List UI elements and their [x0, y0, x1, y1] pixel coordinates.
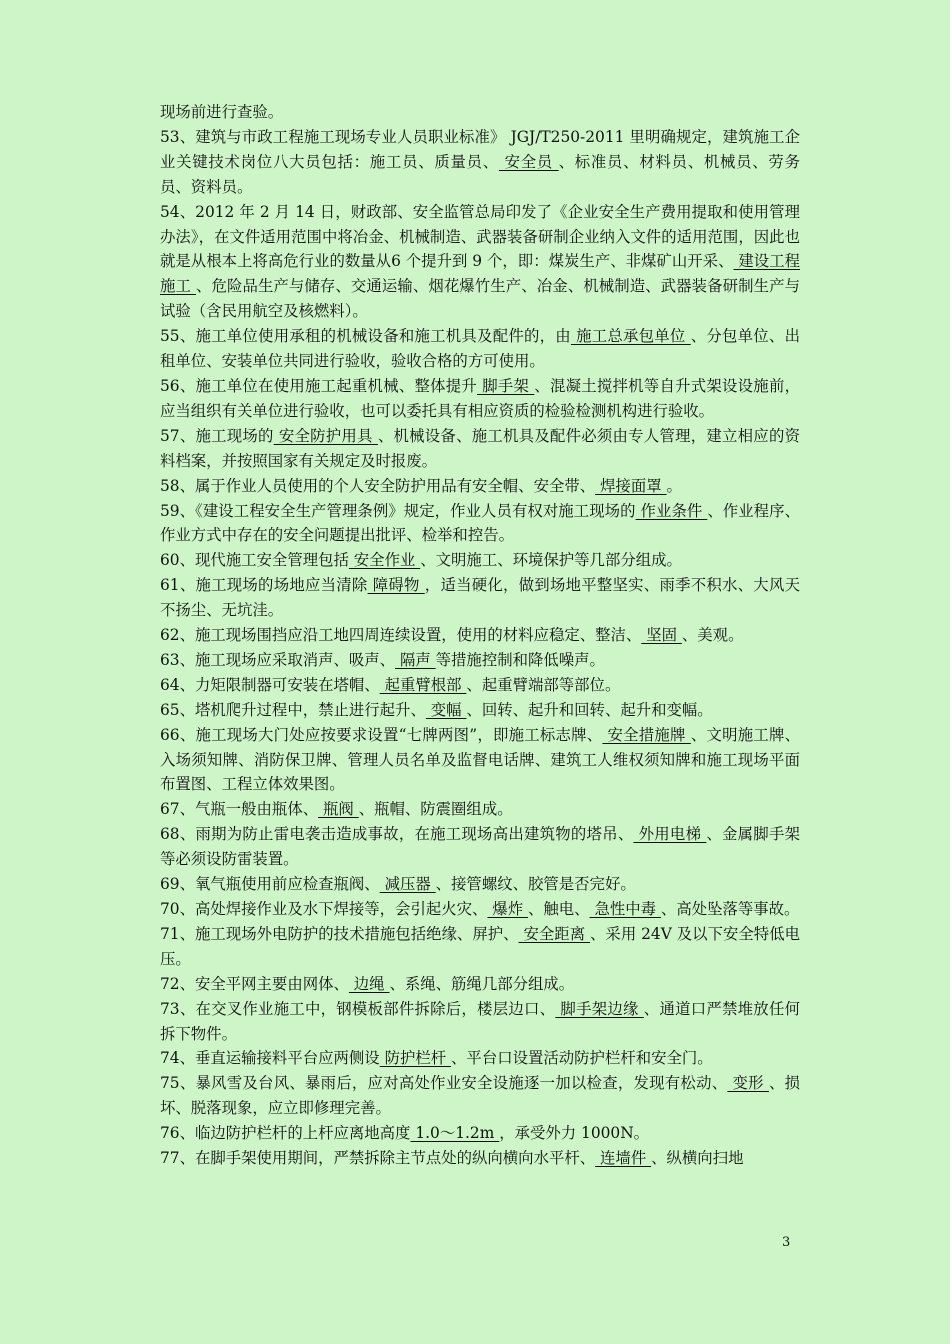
question-paragraph — [160, 698, 800, 723]
answer-blank: 爆炸 — [487, 900, 528, 918]
answer-blank: 起重臂根部 — [379, 675, 467, 694]
question-text: 71、施工现场外电防护的技术措施包括绝缘、屏护、 — [160, 924, 519, 943]
question-text: 64、力矩限制器可安装在塔帽、 — [160, 675, 380, 694]
question-text: 、平台口设置活动防护栏杆和安全门。 — [451, 1049, 713, 1068]
question-text: 70、高处焊接作业及水下焊接等，会引起火灾、 — [160, 900, 488, 918]
question-paragraph — [160, 200, 800, 325]
question-text: 、混凝土搅拌机等自升式架设设施前，应当组织有关单位进行验收，也可以委托具有相应资质的检验检测机构进行验收。 — [160, 376, 800, 420]
question-text: 69、氧气瓶使用前应检查瓶阀、 — [160, 875, 380, 894]
document-body — [160, 100, 800, 1171]
question-paragraph — [160, 548, 800, 573]
question-text: 。 — [666, 476, 682, 495]
question-text: 、采用 24V 及以下安全特低电压。 — [160, 924, 800, 968]
question-paragraph — [160, 723, 800, 798]
question-text: 、文明施工、环境保护等几部分组成。 — [420, 551, 682, 570]
question-text: 、瓶帽、防震圈组成。 — [358, 800, 513, 819]
question-text: 、通道口严禁堆放任何拆下物件。 — [160, 999, 800, 1043]
question-text: 55、施工单位使用承租的机械设备和施工机具及配件的，由 — [160, 327, 571, 346]
question-paragraph — [160, 872, 800, 897]
answer-blank: 1.0～1.2m — [410, 1124, 500, 1143]
page-number: 3 — [782, 1235, 791, 1250]
answer-blank: 脚手架边缘 — [555, 999, 644, 1018]
question-text: 、标准员、材料员、机械员、劳务员、资料员。 — [160, 152, 800, 196]
question-text: 、纵横向扫地 — [651, 1149, 744, 1168]
answer-blank: 作业条件 — [635, 501, 708, 520]
question-text: 60、现代施工安全管理包括 — [160, 551, 349, 570]
answer-blank: 安全距离 — [518, 924, 591, 943]
question-paragraph — [160, 374, 800, 424]
question-paragraph — [160, 673, 800, 698]
answer-blank: 焊接面罩 — [595, 476, 667, 495]
question-text: 、分包单位、出租单位、安装单位共同进行验收，验收合格的方可使用。 — [160, 327, 800, 371]
question-paragraph — [160, 499, 800, 549]
answer-blank: 变形 — [727, 1074, 769, 1093]
question-text: 57、施工现场的 — [160, 426, 274, 445]
question-paragraph — [160, 573, 800, 623]
question-text: 、美观。 — [681, 626, 744, 645]
question-text: 61、施工现场的场地应当清除 — [160, 576, 368, 595]
question-text: 、危险品生产与储存、交通运输、烟花爆竹生产、冶金、机械制造、武器装备研制生产与试验（含民用航空及核燃料）。 — [160, 277, 800, 321]
answer-blank: 急性中毒 — [589, 900, 661, 918]
question-text: 59、《建设工程安全生产管理条例》规定，作业人员有权对施工现场的 — [160, 501, 636, 520]
question-text: 72、安全平网主要由网体、 — [160, 974, 349, 993]
question-paragraph — [160, 1071, 800, 1121]
question-text: 、金属脚手架等必须设防雷装置。 — [160, 825, 800, 869]
answer-blank: 脚手架 — [477, 376, 535, 395]
question-text: 56、施工单位在使用施工起重机械、整体提升 — [160, 376, 478, 395]
question-text: 、系绳、筋绳几部分组成。 — [389, 974, 575, 993]
question-text: 62、施工现场围挡应沿工地四周连续设置，使用的材料应稳定、整洁、 — [160, 626, 642, 645]
question-text: 等措施控制和降低噪声。 — [435, 650, 605, 669]
question-text: 74、垂直运输接料平台应两侧设 — [160, 1049, 380, 1068]
question-paragraph — [160, 648, 800, 673]
answer-blank: 外用电梯 — [633, 825, 707, 844]
answer-blank: 瓶阀 — [318, 800, 359, 819]
question-text: 、高处坠落等事故。 — [660, 900, 800, 918]
question-paragraph — [160, 324, 800, 374]
question-paragraph — [160, 922, 800, 972]
question-paragraph — [160, 125, 800, 200]
answer-blank: 施工总承包单位 — [570, 327, 691, 346]
answer-blank: 防护栏杆 — [379, 1049, 452, 1068]
answer-blank: 障碍物 — [367, 576, 425, 595]
question-text: 77、在脚手架使用期间，严禁拆除主节点处的纵向横向水平杆、 — [160, 1149, 596, 1168]
question-text: 73、在交叉作业施工中，钢模板部件拆除后，楼层边口、 — [160, 999, 556, 1018]
question-text: 、损坏、脱落现象，应立即修理完善。 — [160, 1074, 800, 1118]
answer-blank: 减压器 — [379, 875, 436, 894]
question-paragraph — [160, 623, 800, 648]
question-text: 、触电、 — [527, 900, 590, 918]
question-paragraph — [160, 972, 800, 997]
answer-blank: 安全作业 — [348, 551, 421, 570]
answer-blank: 安全措施牌 — [602, 725, 691, 744]
question-text: ，承受外力 1000N。 — [499, 1124, 650, 1143]
question-paragraph — [160, 424, 800, 474]
question-text: 、机械设备、施工机具及配件必须由专人管理，建立相应的资料档案，并按照国家有关规定及时报废。 — [160, 426, 800, 470]
question-text: 、文明施工牌、入场须知牌、消防保卫牌、管理人员名单及监督电话牌、建筑工人维权须知牌和施工现场平面布置图、工程立体效果图。 — [160, 725, 800, 794]
question-paragraph — [160, 100, 800, 125]
answer-blank: 隔声 — [395, 650, 436, 669]
question-text: 53、建筑与市政工程施工现场专业人员职业标准》 JGJ/T250-2011 里明确规定，建筑施工企业关键技术岗位八大员包括：施工员、质量员、 — [160, 127, 800, 171]
question-text: 63、施工现场应采取消声、吸声、 — [160, 650, 396, 669]
answer-blank: 安全防护用具 — [273, 426, 378, 445]
question-text: 58、属于作业人员使用的个人安全防护用品有安全帽、安全带、 — [160, 476, 596, 495]
question-paragraph — [160, 822, 800, 872]
question-paragraph — [160, 1146, 800, 1171]
question-text: 76、临边防护栏杆的上杆应离地高度 — [160, 1124, 411, 1143]
answer-blank: 建设工程施工 — [160, 252, 800, 296]
question-text: 现场前进行查验。 — [160, 103, 284, 121]
question-text: 68、雨期为防止雷电袭击造成事故，在施工现场高出建筑物的塔吊、 — [160, 825, 634, 844]
question-paragraph — [160, 474, 800, 499]
question-text: 66、施工现场大门处应按要求设置“七牌两图”，即施工标志牌、 — [160, 725, 603, 744]
question-text: 、起重臂端部等部位。 — [466, 675, 621, 694]
question-paragraph — [160, 797, 800, 822]
question-paragraph — [160, 897, 800, 922]
question-text: 67、气瓶一般由瓶体、 — [160, 800, 319, 819]
question-paragraph — [160, 1121, 800, 1146]
question-text: 65、塔机爬升过程中，禁止进行起升、 — [160, 700, 426, 719]
answer-blank: 安全员 — [498, 152, 559, 171]
question-paragraph — [160, 997, 800, 1047]
question-text: 、接管螺纹、胶管是否完好。 — [435, 875, 636, 894]
answer-blank: 变幅 — [425, 700, 467, 719]
question-text: ，适当硬化，做到场地平整坚实、雨季不积水、大风天不扬尘、无坑洼。 — [160, 576, 800, 620]
question-text: 54、2012 年 2 月 14 日，财政部、安全监管总局印发了《企业安全生产费用提取和使用管理办法》，在文件适用范围中将冶金、机械制造、武器装备研制企业纳入文件的适用范围，因此也就是从根本上将高危行业的数量从6 个提升到 9 个，即：煤炭生产、非煤矿山开采、 — [160, 202, 800, 271]
question-text: 75、暴风雪及台风、暴雨后，应对高处作业安全设施逐一加以检查，发现有松动、 — [160, 1074, 728, 1093]
question-paragraph — [160, 1046, 800, 1071]
answer-blank: 连墙件 — [595, 1149, 652, 1168]
question-text: 、回转、起升和回转、起升和变幅。 — [466, 700, 713, 719]
answer-blank: 边绳 — [348, 974, 390, 993]
question-text: 、作业程序、作业方式中存在的安全问题提出批评、检举和控告。 — [160, 501, 800, 545]
answer-blank: 坚固 — [641, 626, 682, 645]
